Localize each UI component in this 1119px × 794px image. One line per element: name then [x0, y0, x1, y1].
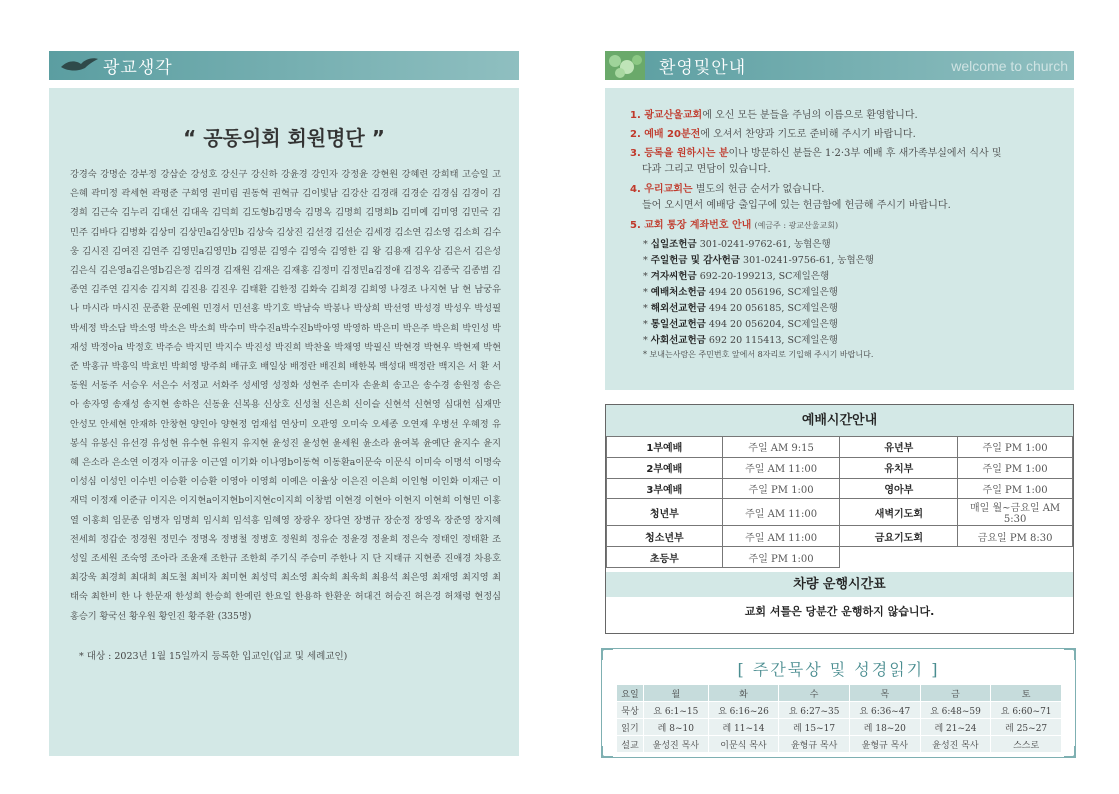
table-row	[607, 457, 1073, 478]
table-cell: 설교	[617, 736, 644, 753]
account-row: * 겨자씨헌금 692-20-199213, SC제일은행	[643, 271, 830, 282]
table-row	[617, 685, 1062, 702]
worship-time: 금요일 PM 8:30	[958, 526, 1073, 547]
right-section-header	[605, 51, 1074, 80]
welcome-line-4: 4. 우리교회는 별도의 헌금 순서가 없습니다.	[630, 184, 825, 195]
worship-name: 새벽기도회	[840, 499, 958, 526]
bible-reading-box	[601, 648, 1076, 758]
table-cell: 목	[849, 685, 920, 702]
worship-name: 청년부	[607, 499, 723, 526]
member-list-note: * 대상 : 2023년 1월 15일까지 등록한 입교인(입교 및 세례교인)	[79, 651, 348, 662]
account-row: * 십일조헌금 301-0241-9762-61, 농협은행	[643, 239, 831, 250]
table-row	[617, 719, 1062, 736]
table-cell: 요 6:48~59	[920, 702, 991, 719]
table-row	[607, 478, 1073, 499]
right-header-subtitle: welcome to church	[951, 57, 1068, 74]
welcome-line-3-cont: 다과 그리고 면담이 있습니다.	[642, 164, 771, 175]
worship-time: 주일 AM 11:00	[722, 526, 840, 547]
worship-time: 주일 PM 1:00	[722, 478, 840, 499]
worship-name: 영아부	[840, 478, 958, 499]
table-cell: 월	[644, 685, 709, 702]
table-cell: 레 11~14	[708, 719, 779, 736]
worship-time: 주일 AM 11:00	[722, 457, 840, 478]
frame-corner	[601, 746, 613, 758]
right-header-title: 환영및안내	[659, 58, 747, 78]
welcome-line-5: 5. 교회 통장 계좌번호 안내 (예금주 : 광교산울교회)	[630, 220, 839, 231]
welcome-line-2: 2. 예배 20분전에 오셔서 찬양과 기도로 준비해 주시기 바랍니다.	[630, 129, 916, 140]
worship-time: 주일 PM 1:00	[722, 547, 840, 568]
worship-time: 주일 PM 1:00	[958, 478, 1073, 499]
welcome-line-4-cont: 들어 오시면서 예배당 출입구에 있는 헌금함에 헌금해 주시기 바랍니다.	[642, 200, 951, 211]
table-cell: 요 6:16~26	[708, 702, 779, 719]
table-cell: 레 15~17	[779, 719, 850, 736]
table-cell: 윤성진 목사	[920, 736, 991, 753]
shuttle-title: 차량 운행시간표	[606, 572, 1073, 597]
left-header-title: 광교생각	[103, 58, 173, 78]
member-list-heading: “ 공동의회 회원명단 ”	[183, 126, 385, 150]
table-cell: 요일	[617, 685, 644, 702]
frame-corner	[1064, 746, 1076, 758]
welcome-line-1: 1. 광교산울교회에 오신 모든 분들을 주님의 이름으로 환영합니다.	[630, 110, 918, 121]
worship-time: 주일 PM 1:00	[958, 457, 1073, 478]
worship-name: 청소년부	[607, 526, 723, 547]
table-row	[607, 547, 1073, 568]
account-note: * 보내는사람은 주민번호 앞에서 8자리로 기입해 주시기 바랍니다.	[643, 350, 874, 359]
table-row	[607, 437, 1073, 458]
account-row: * 통일선교헌금 494 20 056204, SC제일은행	[643, 319, 838, 330]
worship-name: 2부예배	[607, 457, 723, 478]
worship-title: 예배시간안내	[606, 405, 1073, 436]
worship-name: 초등부	[607, 547, 723, 568]
table-cell: 레 8~10	[644, 719, 709, 736]
worship-name: 금요기도회	[840, 526, 958, 547]
table-cell: 요 6:1~15	[644, 702, 709, 719]
worship-name: 3부예배	[607, 478, 723, 499]
worship-time: 주일 AM 9:15	[722, 437, 840, 458]
table-cell: 레 18~20	[849, 719, 920, 736]
left-section-header	[49, 51, 519, 80]
table-cell: 윤형규 목사	[779, 736, 850, 753]
table-cell: 레 25~27	[991, 719, 1062, 736]
worship-schedule	[605, 404, 1074, 634]
welcome-panel	[605, 88, 1074, 390]
account-row: * 해외선교헌금 494 20 056185, SC제일은행	[643, 303, 838, 314]
table-row	[607, 526, 1073, 547]
account-row: * 예배처소헌금 494 20 056196, SC제일은행	[643, 287, 838, 298]
worship-name: 유치부	[840, 457, 958, 478]
worship-name: 유년부	[840, 437, 958, 458]
worship-time: 주일 PM 1:00	[958, 437, 1073, 458]
worship-name: 1부예배	[607, 437, 723, 458]
worship-time: 주일 AM 11:00	[722, 499, 840, 526]
account-row: * 주일헌금 및 감사헌금 301-0241-9756-61, 농협은행	[643, 255, 874, 266]
member-list-panel	[49, 88, 519, 756]
bird-icon	[59, 55, 99, 75]
table-cell: 요 6:36~47	[849, 702, 920, 719]
table-row	[617, 702, 1062, 719]
bible-title: [ 주간묵상 및 성경읽기 ]	[737, 660, 940, 679]
welcome-line-3: 3. 등록을 원하시는 분이나 방문하신 분들은 1·2·3부 예배 후 새가족부실에서 식사 및	[630, 148, 1002, 159]
worship-time: 매일 월~금요일 AM 5:30	[958, 499, 1073, 526]
table-cell: 윤성진 목사	[644, 736, 709, 753]
table-cell: 수	[779, 685, 850, 702]
table-cell: 이문식 목사	[708, 736, 779, 753]
empty-cell	[840, 547, 1073, 568]
table-cell: 금	[920, 685, 991, 702]
table-cell: 토	[991, 685, 1062, 702]
table-row	[617, 736, 1062, 753]
table-cell: 레 21~24	[920, 719, 991, 736]
table-cell: 요 6:60~71	[991, 702, 1062, 719]
table-cell: 읽기	[617, 719, 644, 736]
leaf-icon	[605, 51, 645, 80]
shuttle-text: 교회 셔틀은 당분간 운행하지 않습니다.	[744, 605, 935, 618]
bible-table	[617, 685, 1062, 753]
table-cell: 묵상	[617, 702, 644, 719]
table-cell: 화	[708, 685, 779, 702]
worship-table	[606, 436, 1073, 568]
table-cell: 요 6:27~35	[779, 702, 850, 719]
table-row	[607, 499, 1073, 526]
table-cell: 윤형규 목사	[849, 736, 920, 753]
member-names: 강경숙 강명순 강부정 강삼순 강성호 강신구 강신하 강윤경 강인자 강정윤 강현원 강혜련 강희태 고승일 고은혜 곽미정 곽세현 곽평준 구희영 권미림 권동혁 권혁규 김이빛남 김강산 김경래 김경순 김경심 김경이 김경희 김근숙 김누리 김대선 김대욱 김덕희 김도형b김명숙 김명옥 김명희 김명희b 김미예 김미영 김민국 김민주 김바다 김병화 김상미 김상민a김상민b 김상숙 김상진 김선경 김선순 김세경 김소연 김소영 김소희 김수웅 김시진 김여진 김연주 김영민a김영민b 김영분 김영수 김영숙 김영한 김 왕 김용재 김우상 김은서 김은성 김은식 김은영a김은영b김은정 김의경 김재원 김재은 김재홍 김정미 김정민a김정애 김정옥 김종국 김종범 김종연 김주연 김지송 김지희 김진용 김진우 김태환 김한정 김화숙 김희경 김희영 나경조 나지현 남 현 남궁유나 마시라 마시진 문종환 문예원 민경서 민선홍 박기호 박남숙 박봉나 박상희 박선영 박성경 박성우 박성필 박세정 박소담 박소영 박소은 박소희 박수미 박수진a박수진b박아영 박영하 박은미 박은주 박은희 박인성 박재성 박정아a 박정호 박주승 박지민 박지수 박진성 박진희 박찬울 박채영 박필신 박현경 박현우 박현제 박현준 박홍규 박흥익 박효빈 박희영 방주희 배규호 배일상 배정란 배진희 배한복 백성대 백정란 백지은 서 환 서동원 서동주 서승우 서은수 서정교 서화주 성세영 성정화 성현주 손미자 손윤희 송고은 송수경 송원정 송은아 송자영 송재성 송지현 송하은 신동윤 신복용 신상호 신성철 신은희 신이슬 신현석 신현영 심대헌 심재만 안성모 안세현 안재하 안창현 양인아 양현정 엄재섭 연상미 오관영 오미숙 오세종 오연재 우병선 우혜정 유봉식 유봉신 유선경 유성현 유수현 유원지 유지현 윤성진 윤성현 윤세원 윤소라 윤여복 윤예단 윤지수 윤지혜 은소라 은소연 이경자 이규웅 이근열 이기화 이나영b이동혁 이동환a이문숙 이문식 이미숙 이명석 이명숙 이성심 이성인 이수빈 이승환 이승환 이영아 이영희 이예은 이율상 이은진 이은희 이인형 이인화 이재근 이재덕 이정재 이준규 이지은 이지현a이지현b이지현c이지희 이창범 이현경 이현아 이현지 이현희 이형민 이홍열 이홍희 임문종 임병자 임명희 임시희 임석흥 임혜영 장광우 장다연 장병규 장순정 장영옥 장준영 장지혜 전세희 정갑순 정경원 정민수 정명옥 정병철 정병호 정원희 정유순 정윤경 정윤희 정은숙 정태인 정태환 조성일 조세원 조숙영 조아라 조윤재 조한규 조한희 주기식 주승미 주한나 지 단 지태규 지현종 진애경 차용호 최강욱 최경희 최대희 최도철 최비자 최미현 최성덕 최소영 최숙희 최욱희 최용석 최은영 최재영 최지영 최태숙 최한비 한 나 한문재 한성희 한승희 한예린 한요일 한용하 한환운 허대건 허승진 허은경 허채령 현정심 홍승기 황국선 황우원 황인진 황주환 (335명)	[70, 169, 501, 622]
table-cell: 스스로	[991, 736, 1062, 753]
account-row: * 사회선교헌금 692 20 115413, SC제일은행	[643, 335, 838, 346]
